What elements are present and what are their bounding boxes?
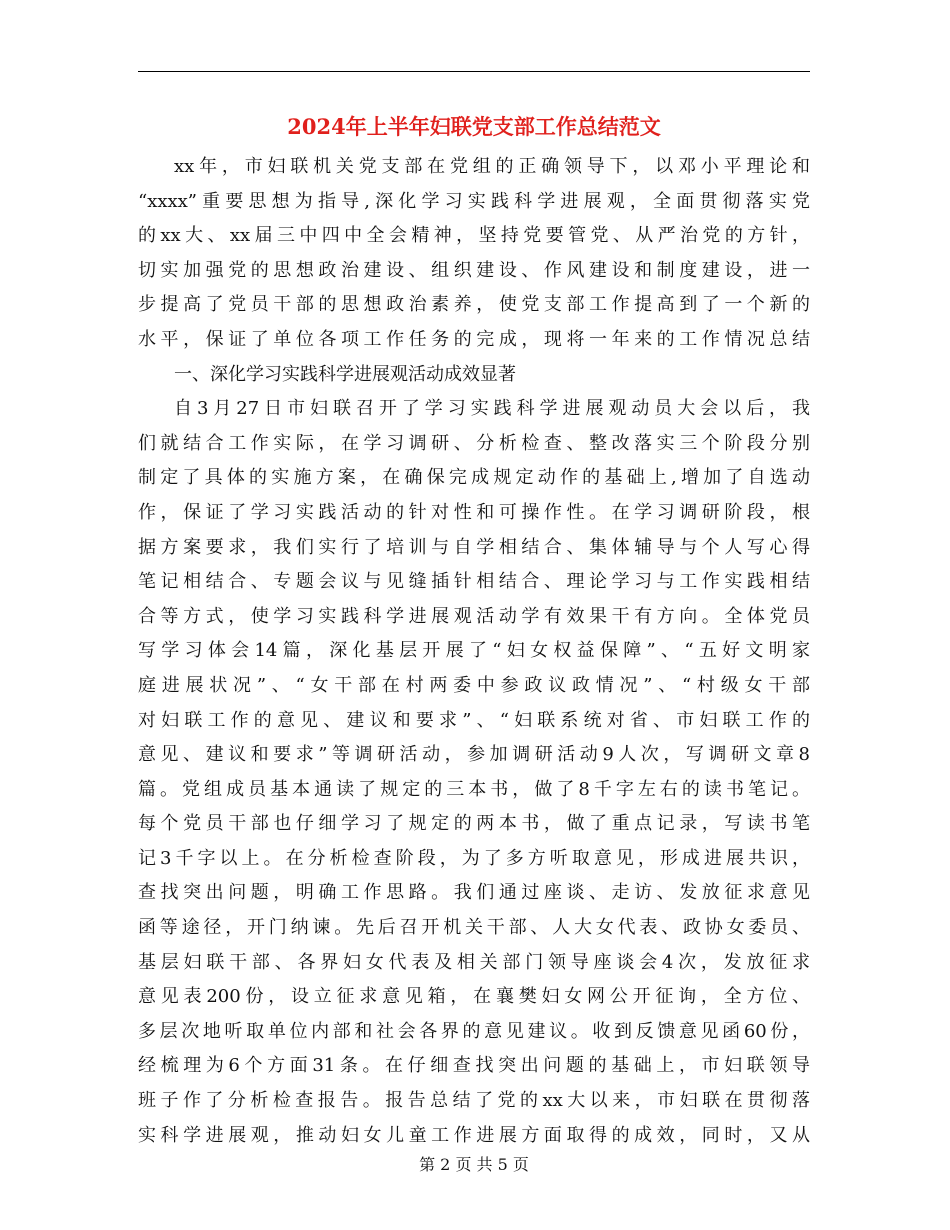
body-line: 意见、建议和要求”等调研活动，参加调研活动9人次，写调研文章8 [138,744,810,766]
body-line: 经梳理为6个方面31条。在仔细查找突出问题的基础上，市妇联领导 [138,1055,810,1077]
body-line: 步提高了党员干部的思想政治素养，使党支部工作提高到了一个新的 [138,294,810,316]
body-line: 自3月27日市妇联召开了学习实践科学进展观动员大会以后，我 [174,398,810,420]
body-line: 的xx大、xx届三中四中全会精神，坚持党要管党、从严治党的方针， [138,225,810,247]
body-line: 切实加强党的思想政治建设、组织建设、作风建设和制度建设，进一 [138,259,810,281]
body-line: 记3千字以上。在分析检查阶段，为了多方听取意见，形成进展共识， [138,847,810,869]
body-line: 意见表200份，设立征求意见箱，在襄樊妇女网公开征询，全方位、 [138,986,810,1008]
body-line: 作，保证了学习实践活动的针对性和可操作性。在学习调研阶段，根 [138,501,810,523]
body-line: 函等途径，开门纳谏。先后召开机关干部、人大女代表、政协女委员、 [138,917,810,939]
body-line: xx年，市妇联机关党支部在党组的正确领导下，以邓小平理论和 [174,156,810,177]
document-title: 2024年上半年妇联党支部工作总结范文 [287,114,661,139]
body-line: 庭进展状况”、“女干部在村两委中参政议政情况”、“村级女干部 [138,674,810,696]
body-line: 篇。党组成员基本通读了规定的三本书，做了8千字左右的读书笔记。 [138,778,810,800]
page-number-footer: 第 2 页 共 5 页 [419,1155,529,1174]
body-line: 水平，保证了单位各项工作任务的完成，现将一年来的工作情况总结 [138,328,810,350]
body-line: 笔记相结合、专题会议与见缝插针相结合、理论学习与工作实践相结 [138,571,810,593]
document-body [138,150,810,1153]
body-line: 对妇联工作的意见、建议和要求”、“妇联系统对省、市妇联工作的 [138,709,810,731]
body-line: 每个党员干部也仔细学习了规定的两本书，做了重点记录，写读书笔 [138,813,810,835]
body-line: 写学习体会14篇，深化基层开展了“妇女权益保障”、“五好文明家 [138,640,810,662]
header-rule [138,71,810,72]
section-heading: 一、深化学习实践科学进展观活动成效显著 [174,363,516,385]
body-line: 据方案要求，我们实行了培训与自学相结合、集体辅导与个人写心得 [138,536,810,558]
body-line: “xxxx”重要思想为指导,深化学习实践科学进展观，全面贯彻落实党 [138,190,810,212]
body-line: 多层次地听取单位内部和社会各界的意见建议。收到反馈意见函60份， [138,1020,810,1042]
body-line: 实科学进展观，推动妇女儿童工作进展方面取得的成效，同时，又从 [138,1124,810,1146]
body-line: 班子作了分析检查报告。报告总结了党的xx大以来，市妇联在贯彻落 [138,1090,810,1112]
body-line: 合等方式，使学习实践科学进展观活动学有效果干有方向。全体党员 [138,605,810,627]
body-line: 查找突出问题，明确工作思路。我们通过座谈、走访、发放征求意见 [138,882,810,904]
body-line: 制定了具体的实施方案，在确保完成规定动作的基础上,增加了自选动 [138,467,810,489]
body-line: 基层妇联干部、各界妇女代表及相关部门领导座谈会4次，发放征求 [138,951,810,973]
body-line: 们就结合工作实际，在学习调研、分析检查、整改落实三个阶段分别 [138,432,810,454]
